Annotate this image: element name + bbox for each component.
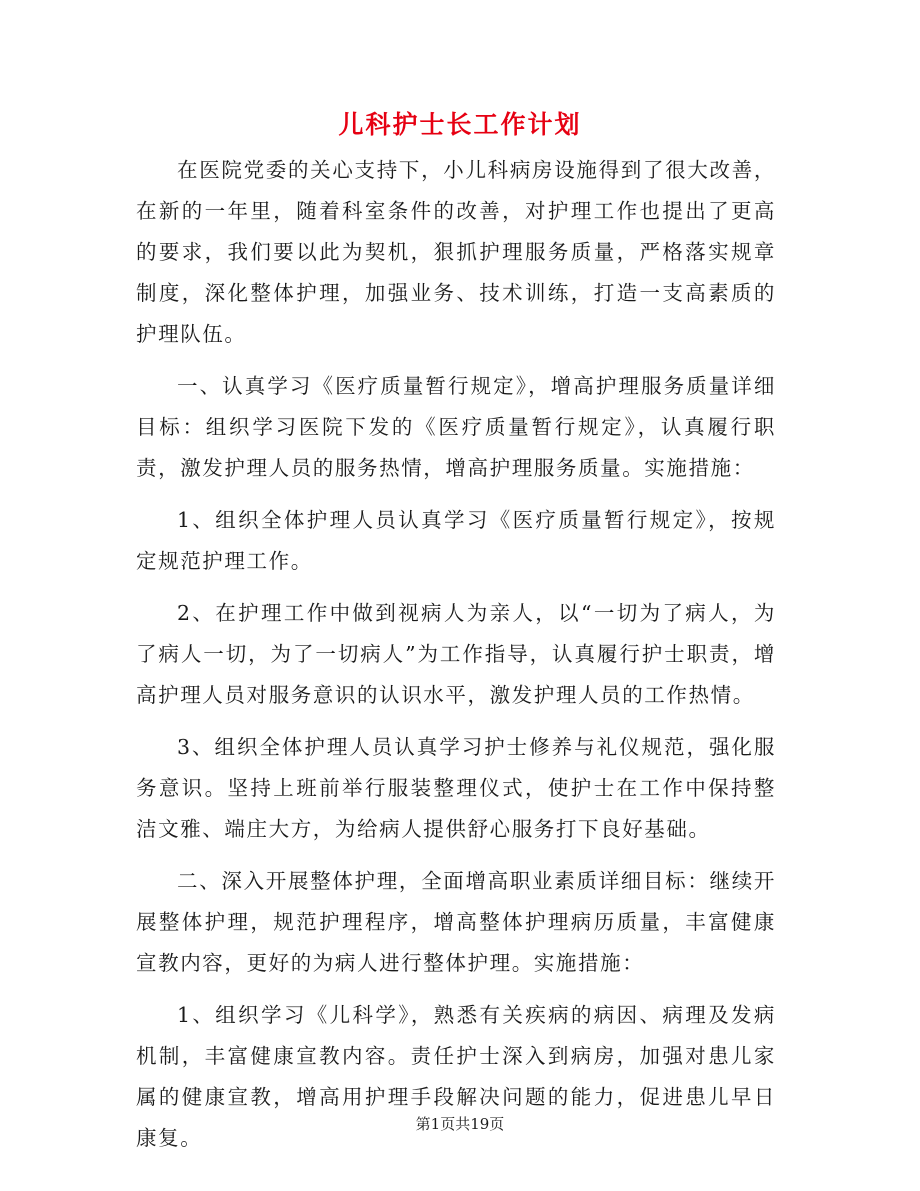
paragraph-section-two-item-1: 1、组织学习《儿科学》，熟悉有关疾病的病因、病理及发病机制，丰富健康宣教内容。责任护士深入到病房，加强对患儿家属的健康宣教，增高用护理手段解决问题的能力，促进患儿早日康复。	[136, 1003, 776, 1150]
paragraph-intro: 在医院党委的关心支持下，小儿科病房设施得到了很大改善，在新的一年里，随着科室条件的改善，对护理工作也提出了更高的要求，我们要以此为契机，狠抓护理服务质量，严格落实规章制度，深化整体护理，加强业务、技术训练，打造一支高素质的护理队伍。	[136, 158, 776, 346]
document-body	[136, 150, 776, 1170]
page-footer: 第1页共19页	[415, 1115, 505, 1133]
paragraph-section-one: 一、认真学习《医疗质量暂行规定》，增高护理服务质量详细目标：组织学习医院下发的《医疗质量暂行规定》，认真履行职责，激发护理人员的服务热情，增高护理服务质量。实施措施：	[136, 374, 776, 480]
document-title: 儿科护士长工作计划	[338, 110, 582, 139]
paragraph-item-2: 2、在护理工作中做到视病人为亲人，以“一切为了病人，为了病人一切，为了一切病人”为工作指导，认真履行护士职责，增高护理人员对服务意识的认识水平，激发护理人员的工作热情。	[136, 601, 776, 707]
paragraph-section-two: 二、深入开展整体护理，全面增高职业素质详细目标：继续开展整体护理，规范护理程序，增高整体护理病历质量，丰富健康宣教内容，更好的为病人进行整体护理。实施措施：	[136, 869, 776, 975]
paragraph-item-3: 3、组织全体护理人员认真学习护士修养与礼仪规范，强化服务意识。坚持上班前举行服装整理仪式，使护士在工作中保持整洁文雅、端庄大方，为给病人提供舒心服务打下良好基础。	[136, 735, 776, 841]
paragraph-item-1: 1、组织全体护理人员认真学习《医疗质量暂行规定》，按规定规范护理工作。	[136, 508, 776, 573]
